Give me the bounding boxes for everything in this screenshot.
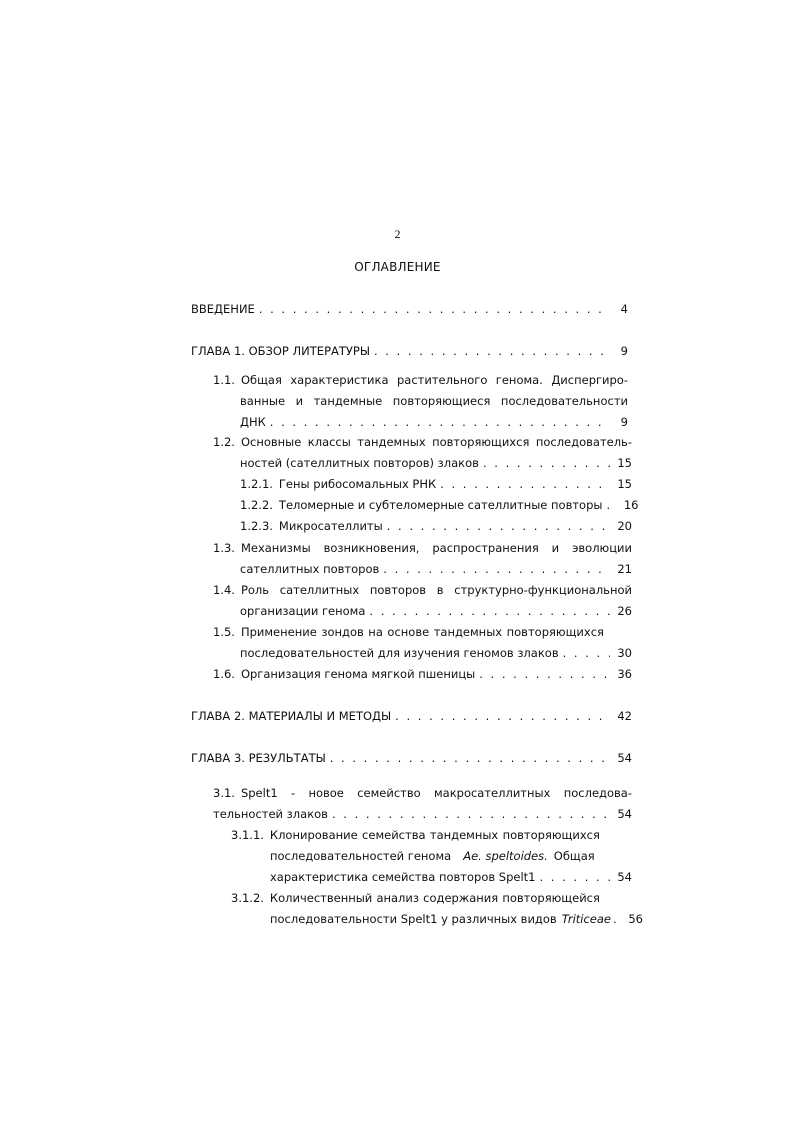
entry-text-line-2b: Triticeae <box>561 912 611 926</box>
entry-page: 9 <box>620 415 628 429</box>
dot-leader <box>613 909 623 930</box>
toc-title: ОГЛАВЛЕНИЕ <box>354 260 441 274</box>
toc-entry-chapter-2 <box>191 706 632 727</box>
toc-entry-1-2-1 <box>240 474 632 495</box>
entry-page: 54 <box>617 751 632 765</box>
entry-text-line-1: Механизмы возникновения, распространения и эволюции <box>240 541 632 555</box>
entry-number: 1.2.3. <box>240 519 273 533</box>
entry-page: 16 <box>623 498 639 512</box>
entry-text: Теломерные и субтеломерные сателлитные повторы <box>278 498 603 512</box>
page-number: 2 <box>394 227 401 241</box>
entry-text-line-2a: последовательностей генома <box>270 849 452 863</box>
dot-leader <box>374 341 606 362</box>
entry-number: 3.1. <box>213 786 235 800</box>
dot-leader <box>563 643 610 664</box>
entry-text-line-3: характеристика семейства повторов Spelt1 <box>270 870 536 884</box>
entry-text-line-1: Применение зондов на основе тандемных повторяющихся <box>240 625 604 639</box>
entry-number: 3.1.2. <box>231 891 264 905</box>
entry-text: Гены рибосомальных РНК <box>278 477 437 491</box>
toc-entry-introduction <box>191 299 628 320</box>
dot-leader <box>332 804 610 825</box>
entry-number: 1.2.2. <box>240 498 273 512</box>
entry-number: 1.5. <box>213 625 235 639</box>
dot-leader <box>387 516 610 537</box>
entry-text: ГЛАВА 1. ОБЗОР ЛИТЕРАТУРЫ <box>191 344 370 358</box>
entry-text-line-1: Общая характеристика растительного генома. Диспергиро- <box>240 373 628 387</box>
entry-page: 15 <box>617 456 632 470</box>
dot-leader <box>606 495 616 516</box>
entry-page: 9 <box>620 344 628 358</box>
toc-entry-3-1-1 <box>231 825 632 888</box>
entry-text-line-2: последовательностей для изучения геномов злаков <box>240 646 559 660</box>
entry-text: ГЛАВА 2. МАТЕРИАЛЫ И МЕТОДЫ <box>191 709 392 723</box>
entry-text: Организация генома мягкой пшеницы <box>240 667 476 681</box>
entry-text-line-2c: Общая <box>553 849 595 863</box>
dot-leader <box>270 412 606 433</box>
toc-entry-1-6 <box>213 664 632 685</box>
entry-text: ВВЕДЕНИЕ <box>191 302 255 316</box>
entry-text: ГЛАВА 3. РЕЗУЛЬТАТЫ <box>191 751 326 765</box>
toc-entry-1-3 <box>213 538 632 580</box>
entry-page: 54 <box>617 870 632 884</box>
entry-number: 1.4. <box>213 583 235 597</box>
entry-page: 54 <box>617 807 632 821</box>
dot-leader <box>259 299 606 320</box>
toc-entry-chapter-3 <box>191 748 632 769</box>
entry-page: 56 <box>628 912 643 926</box>
entry-text-line-1: Клонирование семейства тандемных повторяющихся <box>269 828 600 842</box>
dot-leader <box>479 664 610 685</box>
toc-entry-1-1 <box>213 370 628 433</box>
dot-leader <box>369 601 610 622</box>
dot-leader <box>440 474 610 495</box>
entry-text-line-1: Spelt1 - новое семейство макросателлитных последова- <box>240 786 632 800</box>
entry-number: 1.1. <box>213 373 235 387</box>
entry-text-line-3: ДНК <box>240 415 266 429</box>
toc-entry-3-1 <box>213 783 632 825</box>
dot-leader <box>540 867 611 888</box>
toc-entry-1-2-3 <box>240 516 632 537</box>
entry-text-line-1: Количественный анализ содержания повторяющейся <box>269 891 600 905</box>
entry-page: 4 <box>620 302 628 316</box>
entry-text-line-1: Основные классы тандемных повторяющихся последователь- <box>240 435 632 449</box>
entry-page: 30 <box>617 646 632 660</box>
entry-text-line-2a: последовательности Spelt1 у различных видов <box>270 912 557 926</box>
entry-text-line-2: организации генома <box>240 604 366 618</box>
entry-number: 1.2. <box>213 435 235 449</box>
dot-leader <box>383 559 610 580</box>
entry-page: 42 <box>617 709 632 723</box>
entry-text-line-2: ванные и тандемные повторяющиеся последовательности <box>240 394 628 408</box>
entry-number: 1.3. <box>213 541 235 555</box>
dot-leader <box>395 706 610 727</box>
entry-text-line-2b: Ae. speltoides. <box>463 849 548 863</box>
entry-page: 15 <box>617 477 632 491</box>
entry-page: 20 <box>617 519 632 533</box>
toc-entry-chapter-1 <box>191 341 628 362</box>
entry-page: 36 <box>617 667 632 681</box>
entry-page: 26 <box>617 604 632 618</box>
entry-text-line-2: сателлитных повторов <box>240 562 380 576</box>
toc-entry-1-5 <box>213 622 632 664</box>
entry-number: 1.6. <box>213 667 235 681</box>
toc-entry-1-2-2 <box>240 495 639 516</box>
entry-text-line-1: Роль сателлитных повторов в структурно-функциональной <box>240 583 632 597</box>
entry-text-line-2: ностей (сателлитных повторов) злаков <box>240 456 479 470</box>
dot-leader <box>483 453 610 474</box>
entry-page: 21 <box>617 562 632 576</box>
entry-number: 1.2.1. <box>240 477 273 491</box>
entry-number: 3.1.1. <box>231 828 264 842</box>
entry-text: Микросателлиты <box>278 519 383 533</box>
toc-entry-1-2 <box>213 432 632 474</box>
toc-entry-3-1-2 <box>231 888 643 930</box>
toc-entry-1-4 <box>213 580 632 622</box>
dot-leader <box>330 748 610 769</box>
entry-text-line-2: тельностей злаков <box>213 807 328 821</box>
